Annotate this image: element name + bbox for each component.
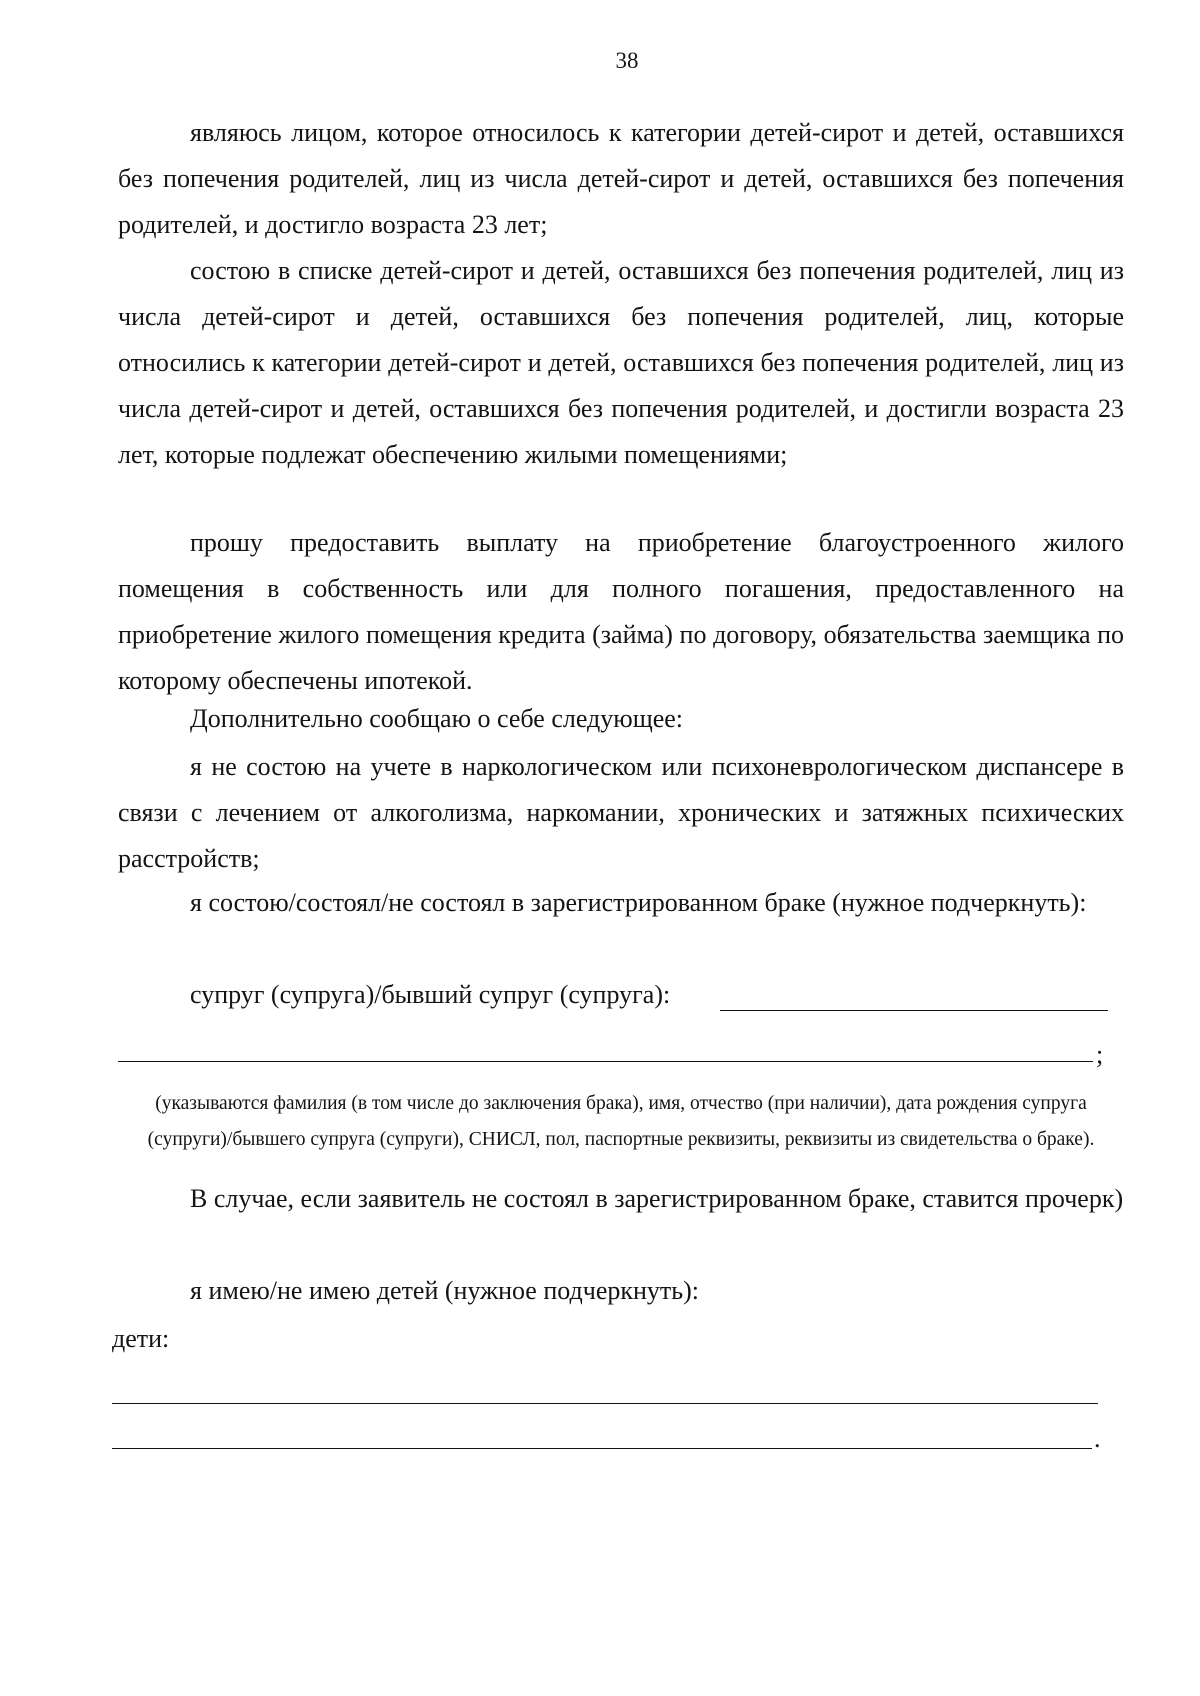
children-label: дети:	[112, 1324, 170, 1353]
paragraph-marital-status: я состою/состоял/не состоял в зарегистрированном браке (нужное подчеркнуть):	[190, 888, 1087, 917]
paragraph-children-status: я имею/не имею детей (нужное подчеркнуть):	[190, 1276, 700, 1305]
spouse-label: супруг (супруга)/бывший супруг (супруга):	[190, 980, 671, 1009]
children-fill-line-2[interactable]	[112, 1448, 1092, 1449]
children-fill-line-1[interactable]	[112, 1403, 1098, 1404]
paragraph-no-marriage-note: В случае, если заявитель не состоял в зарегистрированном браке, ставится прочерк)	[190, 1184, 1124, 1213]
spouse-line-semicolon: ;	[1096, 1040, 1104, 1069]
paragraph-dispensary-status: я не состою на учете в наркологическом или психоневрологическом диспансере в связи с лечением от алкоголизма, наркомании, хронических и затяжных психических расстройств;	[118, 752, 1124, 873]
paragraph-orphan-status: являюсь лицом, которое относилось к категории детей-сирот и детей, оставшихся без попечения родителей, лиц из числа детей-сирот и детей, оставшихся без попечения родителей, и достигло возраста 23 лет;	[118, 118, 1124, 239]
spouse-caption: (указываются фамилия (в том числе до заключения брака), имя, отчество (при наличии), дата рождения супруга (супруги)/бывшего супруга (супруги), СНИСЛ, пол, паспортные реквизиты, реквизиты из свидетельства о браке).	[147, 1093, 1095, 1150]
spouse-fill-line-2[interactable]	[118, 1061, 1093, 1062]
paragraph-additional-info: Дополнительно сообщаю о себе следующее:	[190, 704, 684, 733]
spouse-fill-line-1[interactable]	[720, 1010, 1108, 1011]
page-number: 38	[615, 48, 639, 73]
paragraph-registry-status: состою в списке детей-сирот и детей, оставшихся без попечения родителей, лиц из числа детей-сирот и детей, оставшихся без попечения родителей, лиц, которые относились к категории детей-сирот и детей, оставшихся без попечения родителей, лиц из числа детей-сирот и детей, оставшихся без попечения родителей, и достигли возраста 23 лет, которые подлежат обеспечению жилыми помещениями;	[118, 256, 1124, 469]
children-line-period: .	[1094, 1424, 1101, 1453]
paragraph-payment-request: прошу предоставить выплату на приобретение благоустроенного жилого помещения в собственность или для полного погашения, предоставленного на приобретение жилого помещения кредита (займа) по договору, обязательства заемщика по которому обеспечены ипотекой.	[118, 528, 1124, 695]
